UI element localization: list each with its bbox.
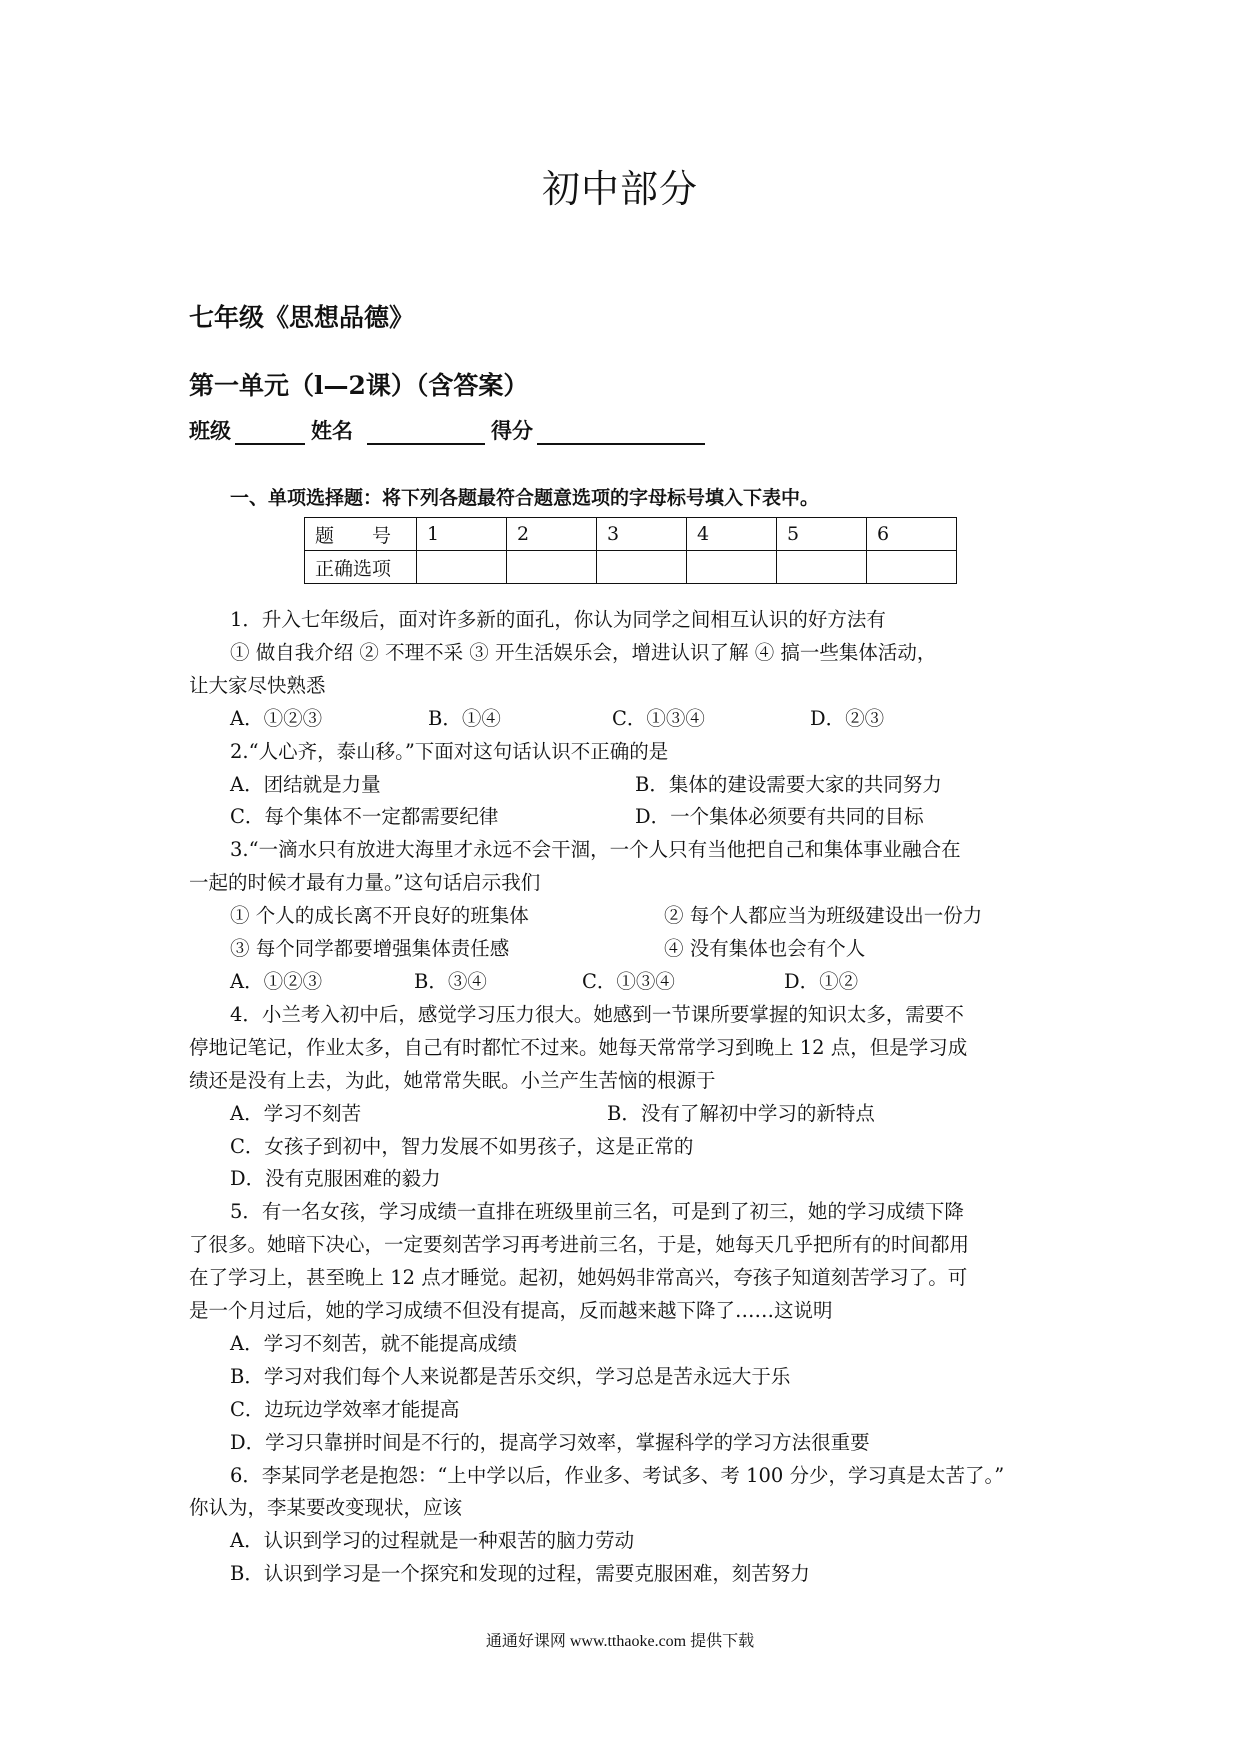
option-d: D．学习只靠拼时间是不行的，提高学习效率，掌握科学的学习方法很重要 bbox=[230, 1430, 870, 1454]
table-number-cell: 1 bbox=[417, 518, 507, 551]
table-number-cell: 3 bbox=[597, 518, 687, 551]
page-footer: 通通好课网 www.tthaoke.com 提供下载 bbox=[485, 1633, 755, 1650]
name-label: 姓名 bbox=[311, 418, 353, 443]
option-row bbox=[189, 801, 1059, 834]
option-b: B．没有了解初中学习的新特点 bbox=[607, 1101, 875, 1125]
option-c: C．边玩边学效率才能提高 bbox=[230, 1397, 460, 1421]
question-list bbox=[189, 604, 1059, 1591]
option-row bbox=[189, 966, 1059, 999]
option-b: B．学习对我们每个人来说都是苦乐交织，学习总是苦永远大于乐 bbox=[230, 1364, 791, 1388]
question-stem: 你认为，李某要改变现状，应该 bbox=[189, 1496, 463, 1520]
option-a: A．学习不刻苦，就不能提高成绩 bbox=[230, 1331, 518, 1355]
table-number-cell: 5 bbox=[777, 518, 867, 551]
table-number-cell: 4 bbox=[687, 518, 777, 551]
question-stem: 6．李某同学老是抱怨：“上中学以后，作业多、考试多、考 100 分少，学习真是太苦了。” bbox=[230, 1463, 1005, 1487]
option-row bbox=[189, 703, 1059, 736]
option-c: C．女孩子到初中，智力发展不如男孩子，这是正常的 bbox=[230, 1134, 694, 1158]
option-b: B．认识到学习是一个探究和发现的过程，需要克服困难，刻苦努力 bbox=[230, 1562, 810, 1586]
table-row bbox=[305, 551, 957, 584]
option-c: C．①③④ bbox=[612, 706, 705, 730]
question-stem: 一起的时候才最有力量。”这句话启示我们 bbox=[189, 871, 541, 895]
statement-3: ③ 每个同学都要增强集体责任感 bbox=[230, 937, 510, 961]
table-number-cell: 2 bbox=[507, 518, 597, 551]
class-label: 班级 bbox=[189, 418, 231, 443]
score-label: 得分 bbox=[491, 418, 533, 443]
subject-title: 七年级《思想品德》 bbox=[189, 303, 415, 332]
option-b: B．集体的建设需要大家的共同努力 bbox=[635, 772, 942, 796]
question-items: ① 做自我介绍 ② 不理不采 ③ 开生活娱乐会，增进认识了解 ④ 搞一些集体活动， bbox=[230, 640, 937, 664]
answer-cell[interactable] bbox=[417, 551, 507, 584]
option-a: A．①②③ bbox=[230, 969, 323, 993]
option-a: A．①②③ bbox=[230, 706, 323, 730]
question-stem: 4．小兰考入初中后，感觉学习压力很大。她感到一节课所要掌握的知识太多，需要不 bbox=[230, 1002, 964, 1026]
question-stem: 在了学习上，甚至晚上 12 点才睡觉。起初，她妈妈非常高兴，夸孩子知道刻苦学习了。可 bbox=[189, 1266, 968, 1290]
option-a: A．团结就是力量 bbox=[230, 772, 381, 796]
statement-4: ④ 没有集体也会有个人 bbox=[664, 937, 866, 961]
option-a: A．认识到学习的过程就是一种艰苦的脑力劳动 bbox=[230, 1529, 635, 1553]
question-stem: 绩还是没有上去，为此，她常常失眠。小兰产生苦恼的根源于 bbox=[189, 1068, 716, 1092]
table-header-cell: 正确选项 bbox=[305, 551, 417, 584]
statement-row bbox=[189, 933, 1059, 966]
section-heading: 一、单项选择题：将下列各题最符合题意选项的字母标号填入下表中。 bbox=[230, 487, 820, 509]
question-stem: 2.“人心齐，泰山移。”下面对这句话认识不正确的是 bbox=[230, 739, 669, 763]
question-stem: 3.“一滴水只有放进大海里才永远不会干涸，一个人只有当他把自己和集体事业融合在 bbox=[230, 838, 961, 862]
score-blank[interactable] bbox=[537, 421, 705, 445]
table-header-cell: 题 号 bbox=[305, 518, 417, 551]
answer-cell[interactable] bbox=[777, 551, 867, 584]
option-a: A．学习不刻苦 bbox=[230, 1101, 362, 1125]
question-stem: 是一个月过后，她的学习成绩不但没有提高，反而越来越下降了……这说明 bbox=[189, 1299, 833, 1323]
name-blank[interactable] bbox=[367, 421, 485, 445]
answer-cell[interactable] bbox=[507, 551, 597, 584]
table-row bbox=[305, 518, 957, 551]
question-stem: 了很多。她暗下决心，一定要刻苦学习再考进前三名，于是，她每天几乎把所有的时间都用 bbox=[189, 1233, 970, 1257]
answer-cell[interactable] bbox=[597, 551, 687, 584]
option-d: D．②③ bbox=[810, 706, 885, 730]
option-row bbox=[189, 769, 1059, 802]
option-d: D．没有克服困难的毅力 bbox=[230, 1167, 441, 1191]
option-d: D．一个集体必须要有共同的目标 bbox=[635, 805, 924, 829]
option-b: B．①④ bbox=[428, 706, 501, 730]
option-c: C．每个集体不一定都需要纪律 bbox=[230, 805, 499, 829]
question-items: 让大家尽快熟悉 bbox=[189, 673, 326, 697]
option-row bbox=[189, 1098, 1059, 1131]
option-b: B．③④ bbox=[414, 969, 487, 993]
question-stem: 停地记笔记，作业太多，自己有时都忙不过来。她每天常常学习到晚上 12 点，但是学习成 bbox=[189, 1035, 968, 1059]
student-info bbox=[189, 415, 711, 445]
table-number-cell: 6 bbox=[867, 518, 957, 551]
statement-1: ① 个人的成长离不开良好的班集体 bbox=[230, 904, 529, 928]
statement-2: ② 每个人都应当为班级建设出一份力 bbox=[664, 904, 983, 928]
question-stem: 5．有一名女孩，学习成绩一直排在班级里前三名，可是到了初三，她的学习成绩下降 bbox=[230, 1200, 964, 1224]
option-c: C．①③④ bbox=[582, 969, 675, 993]
answer-cell[interactable] bbox=[687, 551, 777, 584]
class-blank[interactable] bbox=[235, 421, 305, 445]
answer-table bbox=[304, 517, 957, 584]
question-stem: 1．升入七年级后，面对许多新的面孔，你认为同学之间相互认识的好方法有 bbox=[230, 608, 886, 631]
statement-row bbox=[189, 900, 1059, 933]
unit-title: 第一单元（l—2课）（含答案） bbox=[189, 371, 529, 400]
page-title: 初中部分 bbox=[541, 167, 698, 211]
option-d: D．①② bbox=[784, 969, 859, 993]
answer-cell[interactable] bbox=[867, 551, 957, 584]
